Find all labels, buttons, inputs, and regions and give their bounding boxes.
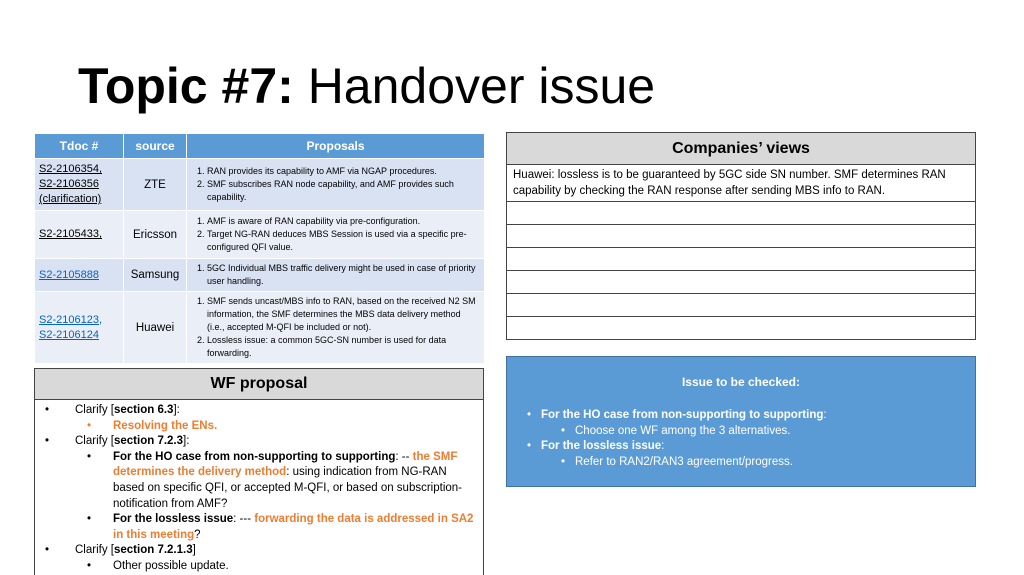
table-row: [35, 159, 485, 211]
list-item: • For the lossless issue:: [527, 439, 955, 455]
proposals-cell: [187, 159, 485, 211]
tdoc-cell: [35, 292, 124, 364]
list-item: • Resolving the ENs.: [43, 419, 475, 435]
proposal-item: 1. AMF is aware of RAN capability via pre-configuration.: [207, 215, 478, 228]
list-item: • Clarify [section 7.2.3]:: [43, 434, 475, 450]
proposal-item: 2. Lossless issue: a common 5GC-SN number is used for data forwarding.: [207, 334, 478, 360]
view-row: Huawei: lossless is to be guaranteed by 5GC side SN number. SMF determines RAN capability by checking the RAN response after sending MBS info to RAN.: [507, 165, 976, 202]
page-title: [78, 56, 655, 116]
proposal-item: 1. RAN provides its capability to AMF via NGAP procedures.: [207, 165, 478, 178]
view-row: [507, 317, 976, 340]
view-row: [507, 248, 976, 271]
proposals-table: [34, 133, 485, 364]
proposals-table-header: [35, 134, 485, 159]
view-row: [507, 271, 976, 294]
header-proposals: Proposals: [187, 134, 485, 159]
tdoc-link[interactable]: S2-2106356: [39, 178, 99, 190]
proposals-cell: [187, 259, 485, 292]
view-row: [507, 294, 976, 317]
header-tdoc: Tdoc #: [35, 134, 124, 159]
table-row: [35, 259, 485, 292]
tdoc-link[interactable]: S2-2105433,: [39, 228, 102, 240]
proposal-item: 1. SMF sends uncast/MBS info to RAN, based on the received N2 SM information, the SMF determines the MBS data delivery method (i.e., accepted M-QFI be included or not).: [207, 295, 478, 334]
source-cell: Ericsson: [124, 211, 187, 259]
tdoc-cell: [35, 211, 124, 259]
proposal-item: 2. Target NG-RAN deduces MBS Session is used via a specific pre-configured QFI value.: [207, 228, 478, 254]
companies-views-header: Companies’ views: [507, 133, 976, 165]
issue-title: Issue to be checked:: [681, 375, 801, 389]
list-item: • Other possible update.: [43, 559, 475, 575]
list-item: • Clarify [section 6.3]:: [43, 403, 475, 419]
wf-proposal-header: WF proposal: [34, 368, 484, 400]
tdoc-link[interactable]: S2-2106354,: [39, 163, 102, 175]
list-item: • For the HO case from non-supporting to supporting: -- the SMF determines the delivery method: using indication from NG-RAN based on specific QFI, or accepted M-QFI, or based on subscription-notification from AMF?: [43, 450, 475, 512]
proposals-cell: [187, 211, 485, 259]
proposal-item: 1. 5GC Individual MBS traffic delivery might be used in case of priority user handling.: [207, 262, 478, 288]
tdoc-cell: [35, 159, 124, 211]
tdoc-link[interactable]: S2-2105888: [39, 268, 99, 281]
table-row: [35, 292, 485, 364]
companies-views-table: [506, 132, 976, 340]
source-cell: ZTE: [124, 159, 187, 211]
view-row: [507, 225, 976, 248]
wf-proposal-body: [34, 400, 484, 575]
list-item: • For the lossless issue: --- forwarding the data is addressed in SA2 in this meeting?: [43, 512, 475, 543]
header-source: source: [124, 134, 187, 159]
tdoc-link[interactable]: S2-2106124: [39, 328, 99, 341]
proposal-item: 2. SMF subscribes RAN node capability, and AMF provides such capability.: [207, 178, 478, 204]
title-topic-name: Handover issue: [307, 58, 656, 114]
proposals-cell: [187, 292, 485, 364]
title-topic-number: Topic #7:: [78, 58, 294, 114]
table-row: [35, 211, 485, 259]
source-cell: Huawei: [124, 292, 187, 364]
view-row: [507, 202, 976, 225]
list-item: • Refer to RAN2/RAN3 agreement/progress.: [527, 455, 955, 471]
issue-box: [506, 356, 976, 487]
source-cell: Samsung: [124, 259, 187, 292]
list-item: • Choose one WF among the 3 alternatives.: [527, 424, 955, 440]
tdoc-link[interactable]: S2-2106123,: [39, 313, 102, 326]
tdoc-link[interactable]: (clarification): [39, 193, 102, 205]
list-item: • For the HO case from non-supporting to supporting:: [527, 408, 955, 424]
list-item: • Clarify [section 7.2.1.3]: [43, 543, 475, 559]
tdoc-cell: [35, 259, 124, 292]
